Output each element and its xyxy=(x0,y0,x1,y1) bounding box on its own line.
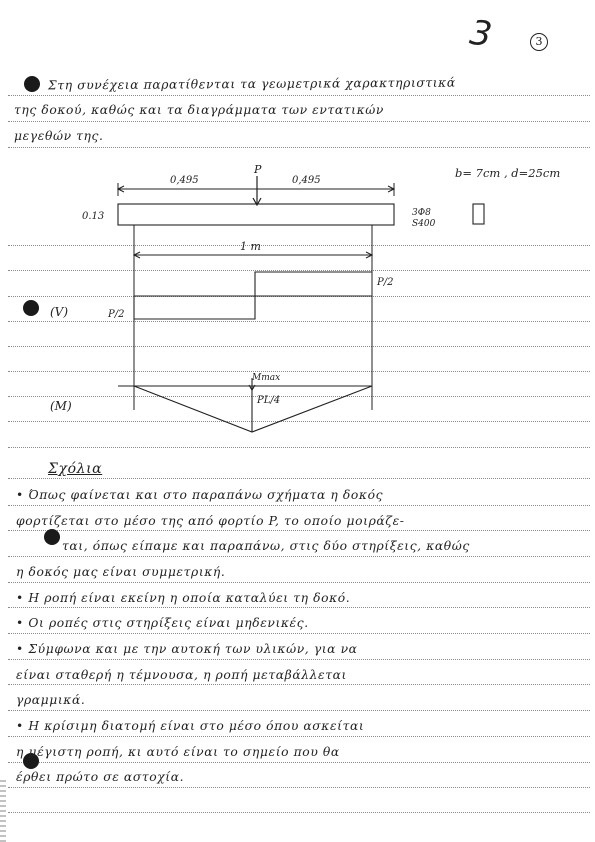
page-edge-marks xyxy=(0,780,6,842)
intro-line: μεγεθών της. xyxy=(14,129,104,143)
note-line: έρθει πρώτο σε αστοχία. xyxy=(16,770,185,784)
intro-line: Στη συνέχεια παρατίθενται τα γεωμετρικά χαρακτηριστικά xyxy=(47,75,456,93)
dimension-left-label: 0,495 xyxy=(170,175,199,186)
beam-height-label: 0.13 xyxy=(82,211,105,222)
note-line: είναι σταθερή η τέμνουσα, η ροπή μεταβάλλεται xyxy=(16,668,347,682)
moment-max-label: Mmax xyxy=(252,373,281,383)
note-line: • Σύμφωνα και με την αυτοκή των υλικών, για να xyxy=(16,642,358,656)
note-line: • Όπως φαίνεται και στο παραπάνω σχήματα η δοκός xyxy=(16,488,384,502)
notes-heading: Σχόλια xyxy=(48,461,103,477)
section-spec-label: b= 7cm , d=25cm xyxy=(455,166,561,180)
note-line: • Η κρίσιμη διατομή είναι στο μέσο όπου ασκείται xyxy=(16,719,365,733)
note-line: η δοκός μας είναι συμμετρική. xyxy=(16,565,226,579)
note-line: γραμμικά. xyxy=(16,693,86,707)
dimension-line xyxy=(118,183,394,196)
shear-label: (V) xyxy=(50,305,69,319)
shear-left-value: P/2 xyxy=(108,309,125,320)
note-line: • Η ροπή είναι εκείνη η οποία καταλύει τη δοκό. xyxy=(16,591,351,605)
note-line: • Οι ροπές στις στηρίξεις είναι μηδενικές. xyxy=(16,616,309,630)
rebar-label-1: 3Φ8 xyxy=(412,208,431,218)
shear-diagram xyxy=(134,272,372,319)
shear-right-value: P/2 xyxy=(377,277,394,288)
note-line: η μέγιστη ροπή, κι αυτό είναι το σημείο που θα xyxy=(16,745,340,759)
binder-hole xyxy=(44,529,60,545)
dimension-right-label: 0,495 xyxy=(292,175,321,186)
span-label: 1 m xyxy=(240,240,261,253)
rebar-label-2: S400 xyxy=(412,219,436,229)
moment-diagram xyxy=(118,378,372,432)
load-arrow xyxy=(253,176,261,205)
load-label: P xyxy=(254,163,262,176)
moment-max-value: PL/4 xyxy=(257,395,281,406)
intro-line: της δοκού, καθώς και τα διαγράμματα των εντατικών xyxy=(14,103,384,117)
circled-page-number: 3 xyxy=(530,33,548,51)
beam-rectangle xyxy=(118,204,394,225)
note-line: φορτίζεται στο μέσο της από φορτίο P, το οποίο μοιράζε- xyxy=(16,514,405,528)
cross-section-rectangle xyxy=(473,204,484,224)
page-number-scribble: 3 xyxy=(467,12,495,56)
moment-label: (M) xyxy=(50,399,72,413)
note-line: ται, όπως είπαμε και παραπάνω, στις δύο στηρίξεις, καθώς xyxy=(62,539,470,553)
